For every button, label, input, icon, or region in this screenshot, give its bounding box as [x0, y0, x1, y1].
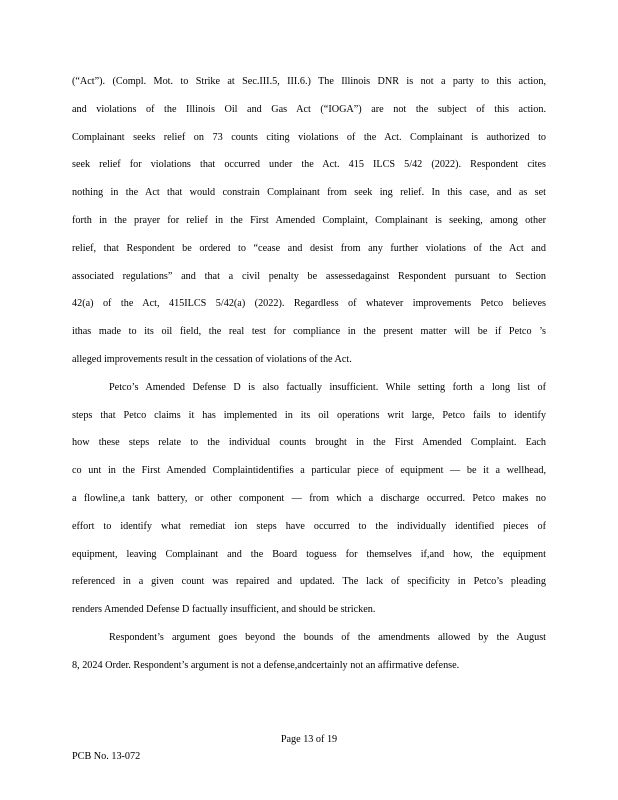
document-body: [72, 68, 546, 680]
text-line: associated regulations” and that a civil penalty be assessedagainst Respondent pursuant to Section: [72, 270, 546, 282]
case-number: PCB No. 13-072: [72, 751, 141, 762]
text-line: Complainant seeks relief on 73 counts citing violations of the Act. Complainant is authorized to: [72, 131, 546, 143]
page-number: Page 13 of 19: [280, 734, 338, 745]
text-line: how these steps relate to the individual counts brought in the First Amended Complaint. Each: [72, 437, 546, 449]
text-line: steps that Petco claims it has implemented in its oil operations writ large, Petco fails to identify: [72, 409, 546, 421]
text-line: referenced in a given count was repaired and updated. The lack of specificity in Petco’s pleading: [72, 576, 546, 588]
text-line: relief, that Respondent be ordered to “cease and desist from any further violations of the Act and: [72, 242, 546, 254]
text-line: co unt in the First Amended Complaintidentifies a particular piece of equipment — be it a wellhead,: [72, 465, 546, 477]
text-line: and violations of the Illinois Oil and Gas Act (“IOGA”) are not the subject of this action.: [72, 103, 546, 115]
text-line: Respondent’s argument goes beyond the bounds of the amendments allowed by the August: [109, 631, 546, 643]
text-line: forth in the prayer for relief in the First Amended Complaint, Complainant is seeking, among other: [72, 214, 546, 226]
text-line: seek relief for violations that occurred under the Act. 415 ILCS 5/42 (2022). Respondent cites: [72, 159, 546, 171]
text-line: nothing in the Act that would constrain Complainant from seek ing relief. In this case, and as set: [72, 187, 546, 199]
text-line: alleged improvements result in the cessation of violations of the Act.: [72, 353, 352, 365]
text-line: Petco’s Amended Defense D is also factually insufficient. While setting forth a long list of: [109, 381, 546, 393]
text-line: ithas made to its oil field, the real test for compliance in the present matter will be if Petco ’s: [72, 326, 546, 338]
text-line: effort to identify what remediat ion steps have occurred to the individually identified pieces of: [72, 520, 546, 532]
text-line: a flowline,a tank battery, or other component — from which a discharge occurred. Petco makes no: [72, 492, 546, 504]
text-line: renders Amended Defense D factually insufficient, and should be stricken.: [72, 604, 376, 616]
text-line: equipment, leaving Complainant and the Board toguess for themselves if,and how, the equipment: [72, 548, 546, 560]
text-line: 8, 2024 Order. Respondent’s argument is not a defense,andcertainly not an affirmative defense.: [72, 659, 460, 671]
text-line: 42(a) of the Act, 415ILCS 5/42(a) (2022). Regardless of whatever improvements Petco believes: [72, 298, 546, 310]
text-line: (“Act”). (Compl. Mot. to Strike at Sec.III.5, III.6.) The Illinois DNR is not a party to this action,: [72, 76, 546, 87]
